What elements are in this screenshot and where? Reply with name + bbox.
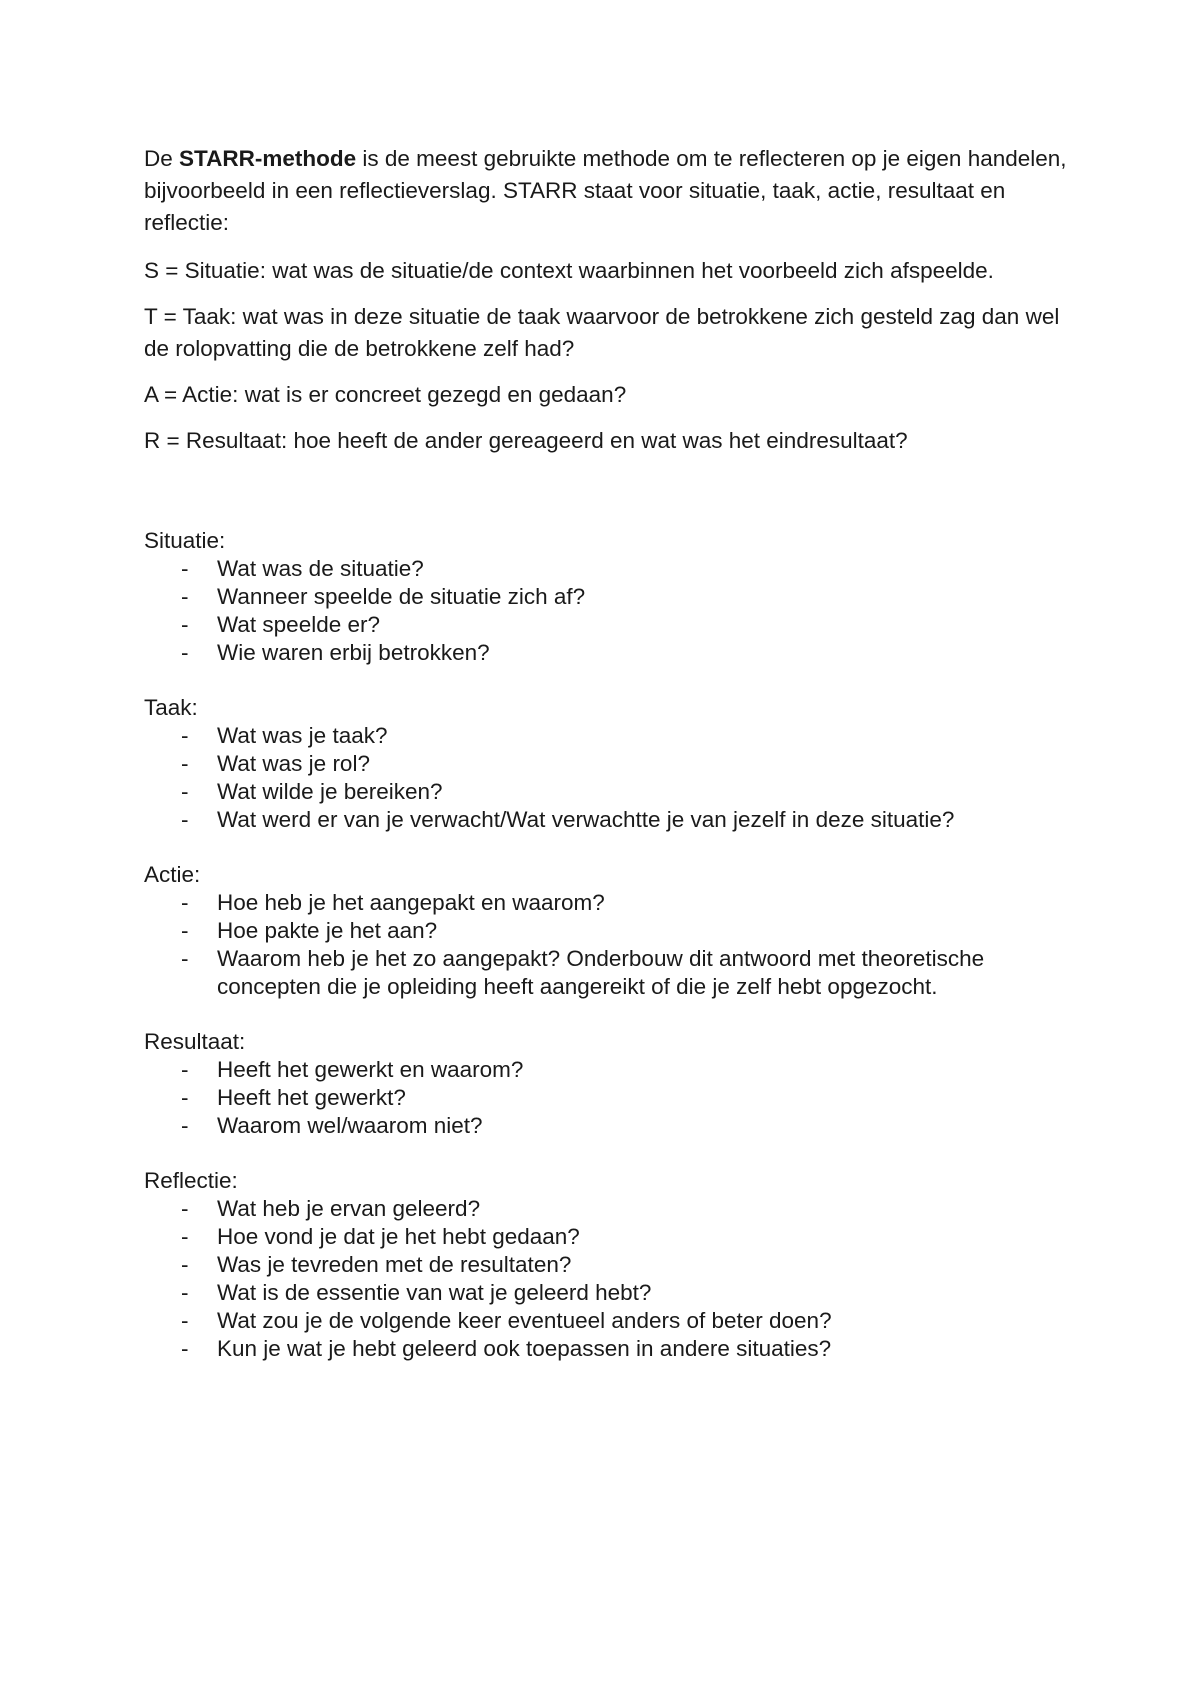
list-item [144,1251,1084,1279]
list-item [144,1279,1084,1307]
question-list [144,722,1084,834]
definition-taak: T = Taak: wat was in deze situatie de taak waarvoor de betrokkene zich gesteld zag dan wel de rolopvatting die de betrokkene zelf had? [144,304,1060,361]
dash-bullet: - [181,779,189,804]
list-item-text: Wat was de situatie? [217,556,424,581]
dash-bullet: - [181,584,189,609]
list-item [144,917,1084,945]
definition-actie: A = Actie: wat is er concreet gezegd en gedaan? [144,382,627,407]
list-item [144,1084,1084,1112]
list-item [144,555,1084,583]
list-item-text: Wat wilde je bereiken? [217,779,443,804]
list-item-text: Wat zou je de volgende keer eventueel anders of beter doen? [217,1308,832,1333]
list-item [144,945,1084,1001]
section-title: Actie: [144,862,201,887]
list-item-text: Wat was je taak? [217,723,388,748]
list-item-text: Wanneer speelde de situatie zich af? [217,584,586,609]
list-item [144,806,1084,834]
dash-bullet: - [181,807,189,832]
document-body [144,143,1084,1390]
dash-bullet: - [181,1280,189,1305]
section-taak [144,694,1084,834]
dash-bullet: - [181,1057,189,1082]
section-title: Resultaat: [144,1029,246,1054]
list-item [144,1056,1084,1084]
intro-suffix: is de meest gebruikte methode om te reflecteren op je eigen handelen, bijvoorbeeld in een reflectieverslag. STARR staat voor situatie, taak, actie, resultaat en reflectie: [144,146,1067,235]
list-item-text: Wat werd er van je verwacht/Wat verwachtte je van jezelf in deze situatie? [217,807,955,832]
section-reflectie [144,1167,1084,1363]
dash-bullet: - [181,1252,189,1277]
list-item-text: Wat heb je ervan geleerd? [217,1196,481,1221]
list-item [144,750,1084,778]
dash-bullet: - [181,946,189,971]
list-item [144,1112,1084,1140]
list-item-text: Wie waren erbij betrokken? [217,640,490,665]
question-list [144,1195,1084,1363]
definition-situatie: S = Situatie: wat was de situatie/de context waarbinnen het voorbeeld zich afspeelde. [144,258,994,283]
dash-bullet: - [181,918,189,943]
list-item [144,1223,1084,1251]
list-item [144,722,1084,750]
dash-bullet: - [181,640,189,665]
dash-bullet: - [181,1085,189,1110]
section-situatie [144,527,1084,667]
dash-bullet: - [181,723,189,748]
dash-bullet: - [181,1308,189,1333]
dash-bullet: - [181,612,189,637]
section-actie [144,861,1084,1001]
definition-resultaat: R = Resultaat: hoe heeft de ander gereageerd en wat was het eindresultaat? [144,428,908,453]
list-item-text: Hoe heb je het aangepakt en waarom? [217,890,605,915]
list-item-text: Waarom heb je het zo aangepakt? Onderbouw dit antwoord met theoretische concepten die je opleiding heeft aangereikt of die je zelf hebt opgezocht. [217,946,985,999]
spacer [144,471,1084,527]
list-item [144,889,1084,917]
dash-bullet: - [181,1113,189,1138]
section-title: Taak: [144,695,198,720]
section-title: Situatie: [144,528,226,553]
list-item-text: Waarom wel/waarom niet? [217,1113,483,1138]
dash-bullet: - [181,556,189,581]
list-item-text: Heeft het gewerkt en waarom? [217,1057,524,1082]
list-item [144,583,1084,611]
section-title: Reflectie: [144,1168,238,1193]
list-item [144,1335,1084,1363]
list-item [144,1195,1084,1223]
list-item-text: Wat is de essentie van wat je geleerd hebt? [217,1280,652,1305]
question-list [144,889,1084,1001]
list-item-text: Wat was je rol? [217,751,370,776]
list-item-text: Hoe vond je dat je het hebt gedaan? [217,1224,580,1249]
list-item-text: Was je tevreden met de resultaten? [217,1252,572,1277]
question-list [144,1056,1084,1140]
list-item [144,611,1084,639]
question-list [144,555,1084,667]
dash-bullet: - [181,1196,189,1221]
list-item-text: Hoe pakte je het aan? [217,918,438,943]
list-item-text: Wat speelde er? [217,612,381,637]
dash-bullet: - [181,890,189,915]
intro-paragraph [144,143,1084,239]
list-item-text: Heeft het gewerkt? [217,1085,406,1110]
list-item [144,1307,1084,1335]
intro-prefix: De [144,146,180,171]
list-item-text: Kun je wat je hebt geleerd ook toepassen in andere situaties? [217,1336,832,1361]
dash-bullet: - [181,1224,189,1249]
list-item [144,639,1084,667]
list-item [144,778,1084,806]
intro-bold-term: STARR-methode [179,146,357,171]
section-resultaat [144,1028,1084,1140]
dash-bullet: - [181,751,189,776]
dash-bullet: - [181,1336,189,1361]
